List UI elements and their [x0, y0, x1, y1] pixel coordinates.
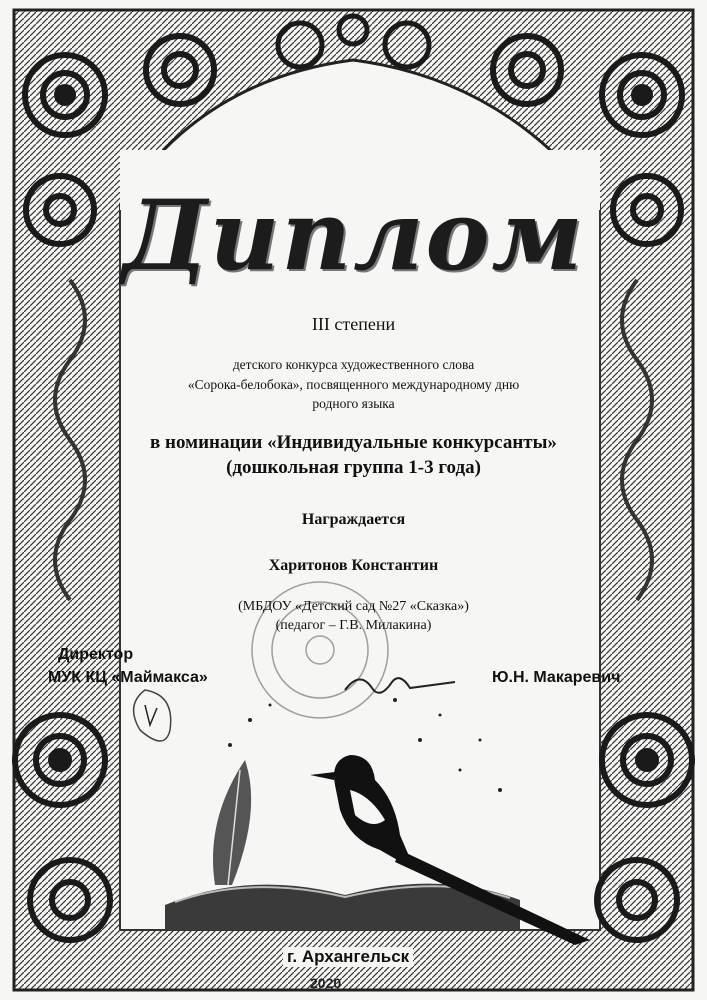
awarded-label: Награждается	[301, 511, 406, 528]
nomination-line-2: (дошкольная группа 1-3 года)	[226, 457, 481, 478]
year-label: 2020	[310, 975, 342, 991]
diploma-title: Диплом	[122, 179, 585, 292]
recipient-organization: (МБДОУ «Детский сад №27 «Сказка»)	[238, 599, 469, 614]
director-title: Директор	[58, 646, 134, 663]
nomination-line-1: в номинации «Индивидуальные конкурсанты»	[150, 432, 557, 453]
contest-line-1: детского конкурса художественного слова	[232, 357, 475, 372]
director-name: Ю.Н. Макаревич	[492, 669, 621, 686]
director-organization: МУК КЦ «Маймакса»	[48, 669, 208, 686]
recipient-name: Харитонов Константин	[268, 557, 439, 574]
city-label: г. Архангельск	[283, 947, 413, 967]
contest-line-2: «Сорока-белобока», посвященного международному дню	[187, 377, 520, 392]
teacher-name: (педагог – Г.В. Милакина)	[275, 618, 432, 633]
diploma-degree: III степени	[311, 314, 396, 334]
contest-line-3: родного языка	[312, 396, 395, 411]
